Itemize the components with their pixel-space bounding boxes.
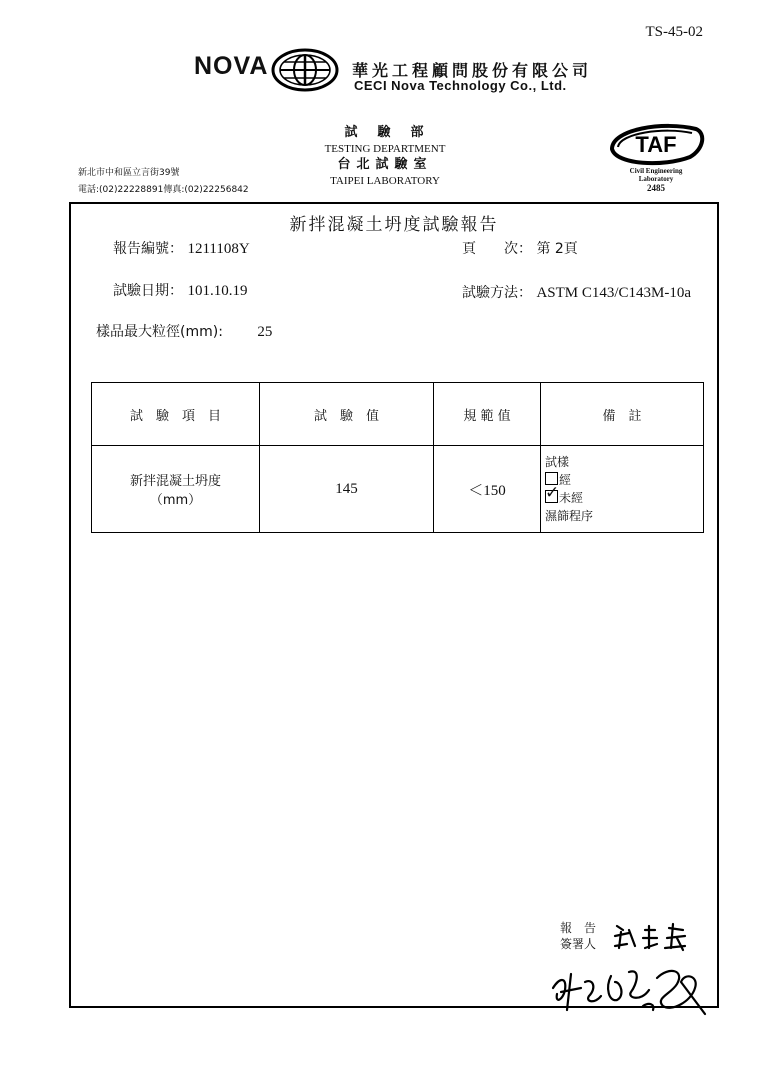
address-block — [78, 165, 249, 199]
phone-fax-line: 電話:(02)22228891傳真:(02)22256842 — [78, 185, 249, 195]
header-remarks: 備 註 — [541, 383, 704, 446]
cell-remarks — [541, 446, 704, 533]
remark-option-1 — [545, 471, 702, 489]
remark-option-2 — [545, 489, 702, 507]
report-title: 新拌混凝土坍度試驗報告 — [289, 215, 499, 235]
laboratory-en: TAIPEI LABORATORY — [330, 175, 440, 187]
page-value: 第 2頁 — [536, 241, 578, 257]
test-method-value: ASTM C143/C143M-10a — [536, 285, 692, 301]
remark-title: 試樣 — [545, 455, 570, 469]
page-field — [462, 238, 578, 258]
taf-caption-line2: Laboratory — [638, 174, 674, 183]
company-name-en: CECI Nova Technology Co., Ltd. — [354, 78, 567, 93]
taf-caption — [600, 168, 712, 194]
handwritten-signature-icon — [545, 918, 720, 1018]
test-method-field — [462, 282, 691, 302]
cell-spec-value: ＜150 — [434, 446, 541, 533]
signatory-label-line1: 報 告 — [560, 921, 597, 935]
header-spec-value: 規 範 值 — [434, 383, 541, 446]
taf-caption-line1: Civil Engineering — [629, 167, 683, 175]
cell-test-value: 145 — [260, 446, 434, 533]
taf-accreditation-logo-icon — [604, 119, 708, 167]
page-label: 頁 次： — [462, 241, 532, 257]
test-date-value: 101.10.19 — [187, 283, 248, 299]
cell-test-item — [92, 446, 260, 533]
taf-number: 2485 — [647, 183, 665, 193]
report-number-label: 報告編號： — [113, 241, 183, 257]
header-test-item: 試 驗 項 目 — [92, 383, 260, 446]
test-item-unit: （mm） — [149, 493, 202, 508]
brand-wordmark: NOVA — [194, 52, 269, 80]
department-block — [300, 124, 470, 188]
test-date-field — [113, 280, 247, 300]
address-line: 新北市中和區立言街39號 — [78, 168, 180, 178]
option-1-label: 經 — [559, 473, 572, 487]
test-item-name: 新拌混凝土坍度 — [129, 474, 221, 489]
option-2-label: 未經 — [559, 491, 584, 505]
remark-procedure: 濕篩程序 — [545, 509, 594, 523]
test-method-label: 試驗方法： — [462, 285, 532, 301]
company-name-zh: 華光工程顧問股份有限公司 — [352, 61, 593, 80]
nova-globe-logo-icon — [270, 47, 340, 93]
table-row — [92, 446, 704, 533]
test-date-label: 試驗日期： — [113, 283, 183, 299]
results-table — [91, 382, 704, 533]
laboratory-zh: 台北試驗室 — [337, 157, 433, 172]
header-test-value: 試 驗 值 — [260, 383, 434, 446]
department-en: TESTING DEPARTMENT — [324, 143, 446, 155]
max-size-label: 樣品最大粒徑(mm): — [96, 324, 223, 340]
taf-logo-text: TAF — [635, 132, 677, 157]
department-zh: 試驗部 — [344, 125, 444, 140]
max-size-field — [96, 321, 272, 341]
signatory-label-line2: 簽署人 — [560, 937, 597, 951]
report-number-value: 1211108Y — [187, 241, 250, 257]
document-code: TS-45-02 — [645, 24, 703, 40]
table-header-row — [92, 383, 704, 446]
max-size-value: 25 — [257, 324, 273, 340]
option-2-checkbox[interactable] — [545, 490, 558, 503]
report-number-field — [113, 238, 250, 258]
